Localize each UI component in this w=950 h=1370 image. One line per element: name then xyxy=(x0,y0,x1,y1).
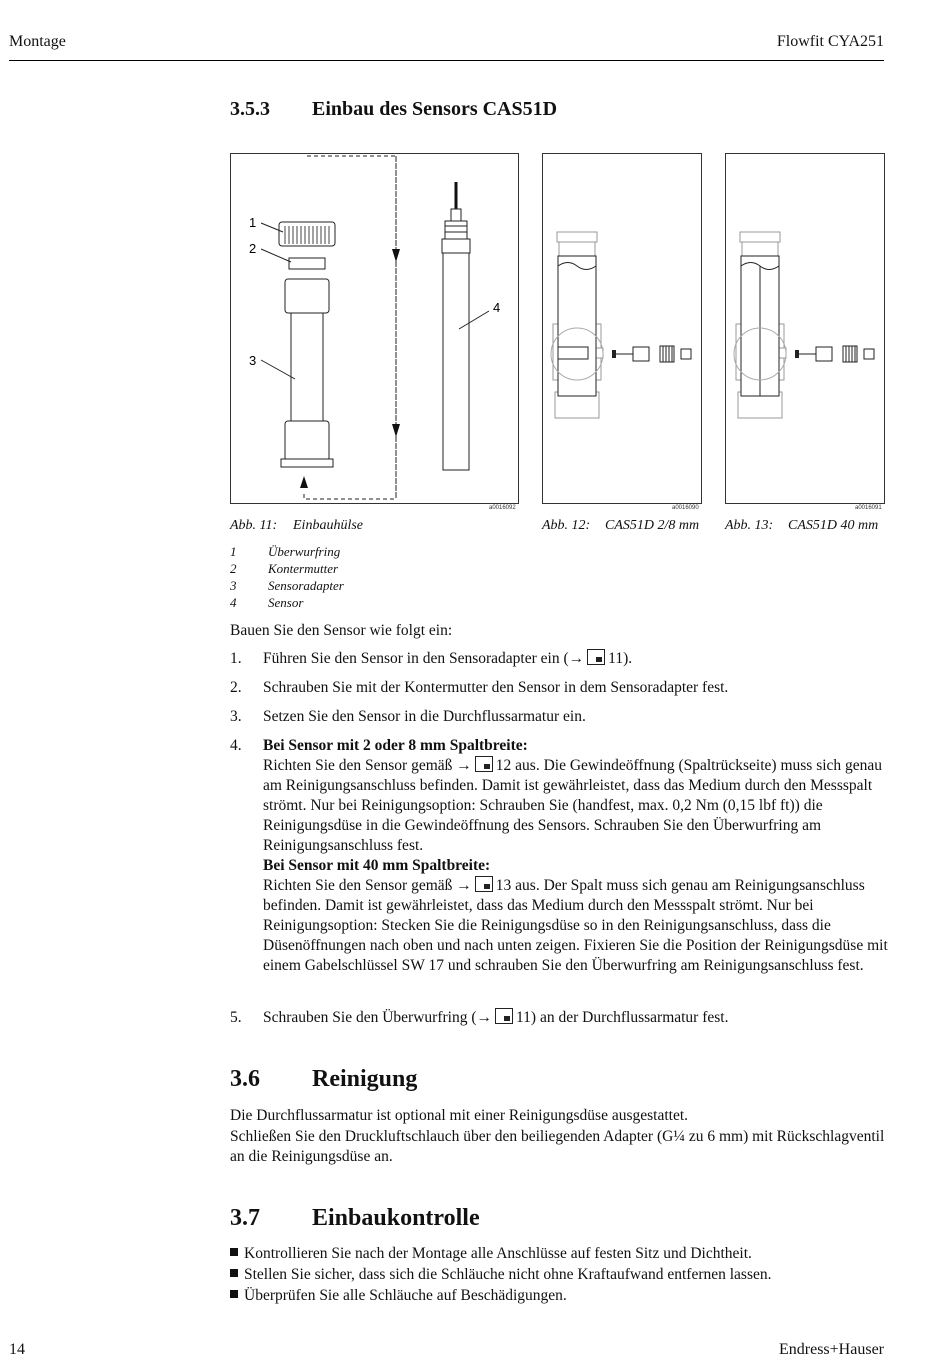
figure-reference-icon[interactable] xyxy=(587,649,605,665)
step-number: 4. xyxy=(230,737,242,754)
fitting-drawing-40mm xyxy=(726,154,884,503)
figure-reference-icon[interactable] xyxy=(495,1008,513,1024)
step-text: 13 aus. Der Spalt muss sich genau am Reinigungsanschluss befinden. Damit ist gewährleistet, dass das Medium durch den Messspalt strömt. Nur bei Reinigungsoption: Stecken Sie die Reinigungsdüse so in den Reinigungsanschluss, dass die Düsenöffnungen nach oben und nach unten zeigen. Fixieren Sie die Position der Reinigungsdüse mit einem Gabelschlüssel SW 17 und schrauben Sie den Überwurfring am Reinigungsanschluss fest. xyxy=(263,877,888,974)
legend-text: Sensor xyxy=(268,595,304,610)
paragraph: Schließen Sie den Druckluftschlauch über den beiliegenden Adapter (G¼ zu 6 mm) mit Rückschlagventil an die Reinigungsdüse an. xyxy=(230,1128,885,1165)
section-title: Einbaukontrolle xyxy=(312,1205,480,1231)
callout-1: 1 xyxy=(249,215,257,230)
figure-reference-icon[interactable] xyxy=(475,756,493,772)
legend-number: 1 xyxy=(230,544,237,559)
figure-cas51d-40mm xyxy=(725,153,885,504)
figure-id: a0016091 xyxy=(855,505,882,511)
sensor-assembly-drawing xyxy=(231,154,518,503)
legend-text: Sensoradapter xyxy=(268,578,344,593)
step-text: Führen Sie den Sensor in den Sensoradapter ein (→ xyxy=(263,650,585,667)
step-number: 1. xyxy=(230,650,242,667)
step-text: Richten Sie den Sensor gemäß → xyxy=(263,877,472,894)
step-text: Richten Sie den Sensor gemäß → xyxy=(263,757,472,774)
figure-id: a0016090 xyxy=(672,505,699,511)
step-text: Setzen Sie den Sensor in die Durchflussarmatur ein. xyxy=(263,708,586,725)
step-number: 3. xyxy=(230,708,242,725)
footer-brand: Endress+Hauser xyxy=(779,1341,884,1358)
bullet-text: Überprüfen Sie alle Schläuche auf Beschädigungen. xyxy=(244,1287,567,1304)
step-text: Schrauben Sie den Überwurfring (→ xyxy=(263,1009,492,1026)
legend-text: Kontermutter xyxy=(268,561,339,576)
figure-einbauhuelse xyxy=(230,153,519,504)
step-subheading: Bei Sensor mit 2 oder 8 mm Spaltbreite: xyxy=(263,737,528,754)
running-header-left: Montage xyxy=(9,33,66,50)
step-number: 2. xyxy=(230,679,242,696)
step-text: 12 aus. Die Gewindeöffnung (Spaltrückseite) muss sich genau am Reinigungsanschluss befinden. Damit ist gewährleistet, dass das Medium durch den Messspalt strömt. Nur bei Reinigungsoption: Schrauben Sie (handfest, max. 0,2 Nm (0,15 lbf ft)) die Reinigungsdüse in die Gewindeöffnung des Sensors. Schrauben Sie den Überwurfring am Reinigungsanschluss fest. xyxy=(263,757,883,854)
list-item xyxy=(230,1287,567,1305)
bullet-text: Stellen Sie sicher, dass sich die Schläuche nicht ohne Kraftaufwand entfernen lassen. xyxy=(244,1266,772,1283)
bullet-text: Kontrollieren Sie nach der Montage alle Anschlüsse auf festen Sitz und Dichtheit. xyxy=(244,1245,752,1262)
callout-4: 4 xyxy=(493,300,501,315)
figure-caption-number: Abb. 13: xyxy=(725,518,774,533)
figure-id: a0016092 xyxy=(489,505,516,511)
fitting-drawing-2-8mm xyxy=(543,154,701,503)
step-text: 11) an der Durchflussarmatur fest. xyxy=(516,1009,729,1026)
bullet-icon xyxy=(230,1269,238,1277)
list-item xyxy=(230,1245,752,1263)
figure-cas51d-2-8mm xyxy=(542,153,702,504)
callout-3: 3 xyxy=(249,353,257,368)
section-number: 3.6 xyxy=(230,1066,260,1092)
figure-caption-text: CAS51D 40 mm xyxy=(788,518,879,533)
paragraph: Die Durchflussarmatur ist optional mit einer Reinigungsdüse ausgestattet. xyxy=(230,1107,689,1124)
section-number: 3.5.3 xyxy=(230,98,270,120)
page-number: 14 xyxy=(9,1341,25,1358)
legend-number: 4 xyxy=(230,595,237,610)
legend-number: 2 xyxy=(230,561,237,576)
figure-caption-number: Abb. 12: xyxy=(542,518,591,533)
bullet-icon xyxy=(230,1290,238,1298)
section-number: 3.7 xyxy=(230,1205,260,1231)
figure-caption-number: Abb. 11: xyxy=(230,518,278,533)
legend-number: 3 xyxy=(230,578,237,593)
section-title: Reinigung xyxy=(312,1066,418,1092)
step-number: 5. xyxy=(230,1009,242,1026)
figure-caption-text: Einbauhülse xyxy=(293,518,363,533)
header-rule xyxy=(9,60,884,61)
list-item xyxy=(230,1266,772,1284)
step-text: 11). xyxy=(608,650,633,667)
figure-caption-text: CAS51D 2/8 mm xyxy=(605,518,700,533)
bullet-icon xyxy=(230,1248,238,1256)
intro-text: Bauen Sie den Sensor wie folgt ein: xyxy=(230,622,453,639)
figure-reference-icon[interactable] xyxy=(475,876,493,892)
step-subheading: Bei Sensor mit 40 mm Spaltbreite: xyxy=(263,857,491,874)
step-text: Schrauben Sie mit der Kontermutter den Sensor in dem Sensoradapter fest. xyxy=(263,679,729,696)
running-header-right: Flowfit CYA251 xyxy=(776,33,884,50)
section-title: Einbau des Sensors CAS51D xyxy=(312,98,558,120)
callout-2: 2 xyxy=(249,241,257,256)
legend-text: Überwurfring xyxy=(268,544,341,559)
